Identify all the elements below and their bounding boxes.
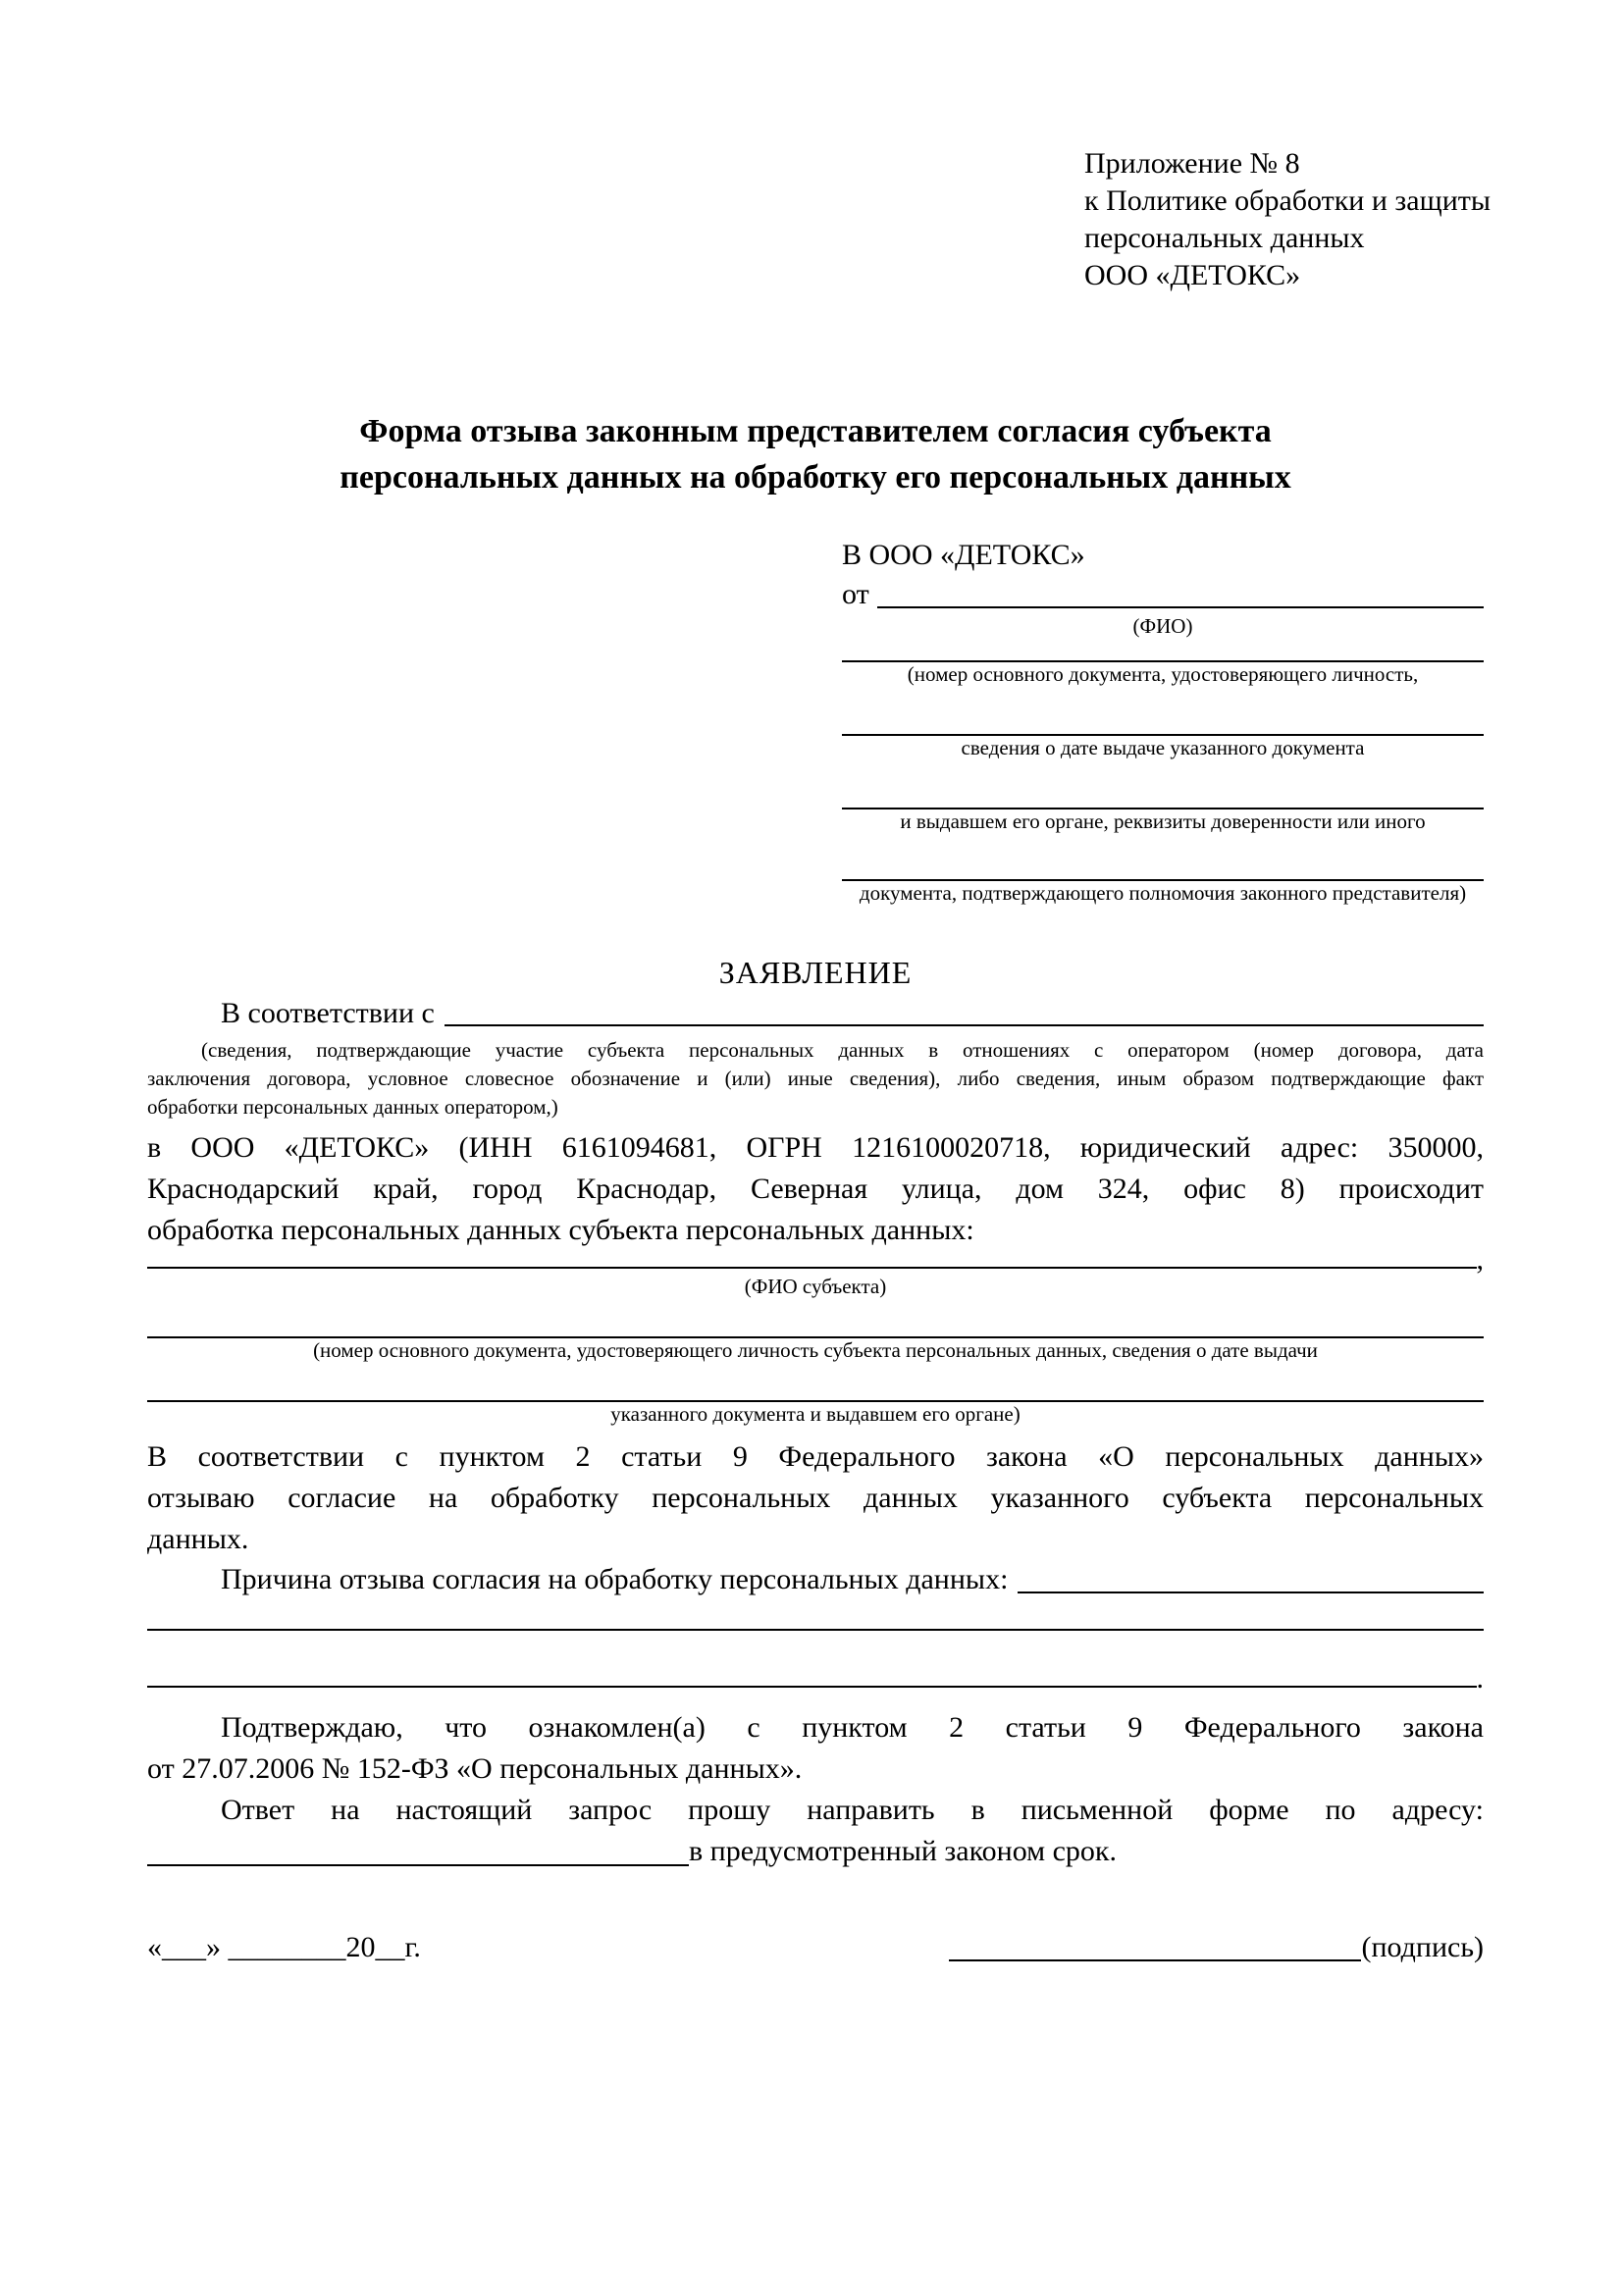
doc-caption: сведения о дате выдаче указанного документа: [961, 736, 1365, 759]
title-line: персональных данных на обработку его персональных данных: [340, 459, 1291, 496]
subject-doc-caption: (номер основного документа, удостоверяющего личность субъекта персональных данных, сведения о дате выдачи: [313, 1338, 1318, 1362]
paragraph-line: в ООО «ДЕТОКС» (ИНН 6161094681, ОГРН 1216100020718, юридический адрес: 350000,: [147, 1131, 1484, 1164]
reason-label: Причина отзыва согласия на обработку персональных данных:: [221, 1563, 1009, 1595]
subject-fio-caption: (ФИО субъекта): [744, 1275, 887, 1298]
address-field: [147, 1831, 1484, 1872]
appendix-line: Приложение № 8: [1084, 147, 1300, 180]
clarification-line: обработки персональных данных оператором,): [147, 1095, 558, 1119]
reply-suffix: в предусмотренный законом срок.: [689, 1835, 1117, 1867]
comma-suffix: ,: [1476, 1243, 1484, 1276]
blank-line: [147, 1363, 1484, 1402]
appendix-block: [1084, 0, 1492, 294]
clarification-note: [147, 1036, 1484, 1122]
statement-heading: ЗАЯВЛЕНИЕ: [718, 955, 913, 990]
address-blank-line: [147, 1864, 689, 1866]
footer-row: [147, 1927, 1484, 1968]
appendix-line: к Политике обработки и защиты: [1084, 184, 1492, 217]
period-suffix: .: [1476, 1662, 1484, 1695]
clarification-line: заключения договора, условное словесное обозначение и (или) иные сведения), либо сведения, иным образом подтверждающие факт: [147, 1067, 1484, 1090]
signature-caption: (подпись): [1361, 1931, 1484, 1963]
addressee-org: В ООО «ДЕТОКС»: [842, 539, 1085, 571]
from-label: от: [842, 578, 869, 610]
paragraph-line: от 27.07.2006 № 152-ФЗ «О персональных данных».: [147, 1752, 803, 1785]
date-field: «___» ________20__г.: [147, 1931, 421, 1963]
doc-caption: и выдавшем его органе, реквизиты доверенности или иного: [900, 809, 1426, 833]
appendix-line: ООО «ДЕТОКС»: [1084, 259, 1301, 291]
subject-doc-caption: указанного документа и выдавшем его органе): [610, 1402, 1021, 1426]
fio-blank-line: [877, 606, 1484, 608]
paragraph-line: обработка персональных данных субъекта персональных данных:: [147, 1214, 974, 1246]
blank-line: [842, 639, 1484, 662]
blank-line: [842, 687, 1484, 736]
signature-field: [949, 1927, 1484, 1968]
reason-blank-line: [1018, 1592, 1484, 1593]
appendix-line: персональных данных: [1084, 222, 1365, 254]
according-field: [147, 995, 1484, 1032]
fio-caption: (ФИО): [1132, 614, 1193, 638]
blank-line: [147, 1299, 1484, 1338]
paragraph-line: Краснодарский край, город Краснодар, Северная улица, дом 324, офис 8) происходит: [147, 1173, 1484, 1205]
title-line: Форма отзыва законным представителем согласия субъекта: [359, 413, 1272, 449]
withdraw-paragraph: [147, 1436, 1484, 1560]
confirm-paragraph: [147, 1707, 1484, 1790]
subject-fio-field: [147, 1243, 1484, 1276]
reply-line: Ответ на настоящий запрос прошу направить в письменной форме по адресу:: [221, 1794, 1484, 1826]
clarification-line: (сведения, подтверждающие участие субъекта персональных данных в отношениях с оператором (номер договора, дата: [201, 1038, 1484, 1062]
doc-caption: (номер основного документа, удостоверяющего личность,: [907, 662, 1419, 686]
addressee-block: [842, 536, 1484, 906]
basis-blank-line: [445, 1024, 1484, 1026]
document-title: [147, 408, 1484, 500]
from-field: [842, 575, 1484, 614]
signature-blank-line: [949, 1959, 1361, 1961]
according-label: В соответствии с: [221, 997, 435, 1029]
operator-paragraph: [147, 1127, 1484, 1251]
paragraph-line: Подтверждаю, что ознакомлен(а) с пунктом 2 статьи 9 Федерального закона: [221, 1711, 1484, 1744]
blank-line: [842, 834, 1484, 881]
reason-blank-line: [147, 1686, 1477, 1688]
blank-line-with-period: [147, 1631, 1484, 1694]
subject-fio-blank-line: [147, 1267, 1477, 1269]
doc-caption: документа, подтверждающего полномочия законного представителя): [859, 881, 1467, 905]
paragraph-line: отзываю согласие на обработку персональных данных указанного субъекта персональных: [147, 1482, 1484, 1514]
paragraph-line: данных.: [147, 1523, 249, 1555]
blank-line: [842, 760, 1484, 809]
paragraph-line: В соответствии с пунктом 2 статьи 9 Федерального закона «О персональных данных»: [147, 1440, 1484, 1473]
blank-line: [147, 1599, 1484, 1631]
reason-field: [147, 1560, 1484, 1599]
